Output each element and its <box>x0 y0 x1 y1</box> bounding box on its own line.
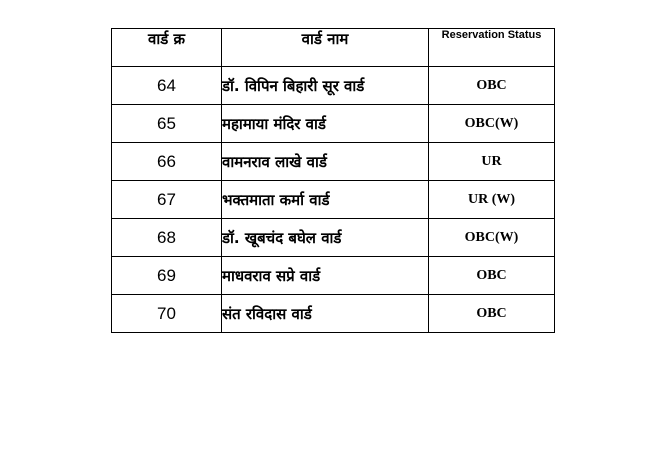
ward-number: 67 <box>112 181 222 219</box>
ward-name: डॉ. विपिन बिहारी सूर वार्ड <box>222 67 429 105</box>
ward-number: 66 <box>112 143 222 181</box>
header-ward-name: वार्ड नाम <box>222 29 429 67</box>
ward-name: डॉ. खूबचंद बघेल वार्ड <box>222 219 429 257</box>
header-ward-no: वार्ड क्र <box>112 29 222 67</box>
reservation-status: OBC(W) <box>429 219 555 257</box>
ward-reservation-table <box>111 28 555 333</box>
reservation-status: UR (W) <box>429 181 555 219</box>
ward-name: वामनराव लाखे वार्ड <box>222 143 429 181</box>
ward-number: 70 <box>112 295 222 333</box>
ward-number: 64 <box>112 67 222 105</box>
ward-number: 69 <box>112 257 222 295</box>
table-row <box>112 105 555 143</box>
table-row <box>112 257 555 295</box>
table-row <box>112 295 555 333</box>
ward-name: माधवराव सप्रे वार्ड <box>222 257 429 295</box>
ward-name: संत रविदास वार्ड <box>222 295 429 333</box>
reservation-status: OBC <box>429 257 555 295</box>
table-header-row <box>112 29 555 67</box>
reservation-status: OBC(W) <box>429 105 555 143</box>
header-reservation-status: Reservation Status <box>429 29 555 67</box>
table-row <box>112 67 555 105</box>
ward-number: 68 <box>112 219 222 257</box>
reservation-status: UR <box>429 143 555 181</box>
table-row <box>112 143 555 181</box>
table-body <box>112 67 555 333</box>
ward-name: महामाया मंदिर वार्ड <box>222 105 429 143</box>
table-row <box>112 181 555 219</box>
table-row <box>112 219 555 257</box>
ward-number: 65 <box>112 105 222 143</box>
reservation-status: OBC <box>429 295 555 333</box>
ward-name: भक्तमाता कर्मा वार्ड <box>222 181 429 219</box>
reservation-status: OBC <box>429 67 555 105</box>
